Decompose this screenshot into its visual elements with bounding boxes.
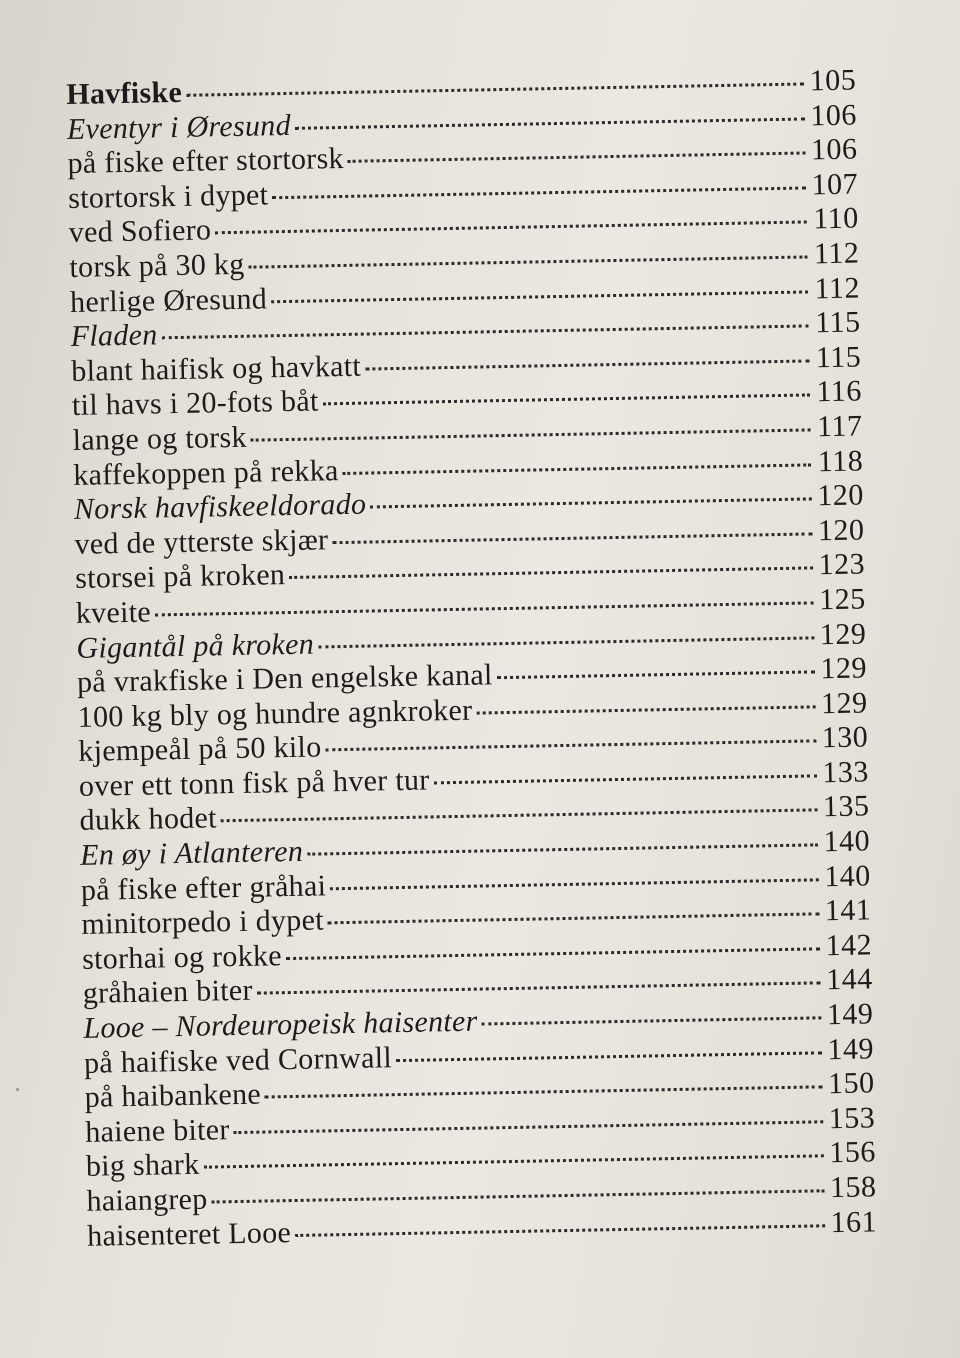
toc-dot-leader (212, 1189, 825, 1203)
toc-dot-leader (370, 498, 812, 509)
toc-entry-title: herlige Øresund (69, 281, 268, 319)
toc-entry-title: big shark (85, 1148, 200, 1184)
toc-entry-title: til havs i 20-fots båt (71, 384, 319, 423)
toc-entry-page-number: 140 (823, 859, 872, 893)
toc-entry-page-number: 161 (830, 1204, 878, 1239)
toc-entry-title: på haibankene (84, 1077, 262, 1115)
toc-entry-page-number: 153 (828, 1101, 876, 1136)
toc-dot-leader (286, 947, 820, 960)
toc-dot-leader (221, 809, 818, 823)
toc-entry-page-number: 140 (823, 824, 871, 859)
toc-entry-page-number: 129 (819, 616, 867, 651)
toc-dot-leader (330, 878, 819, 890)
toc-entry-page-number: 107 (811, 167, 859, 202)
toc-entry-title: haisenteret Looe (86, 1215, 292, 1253)
toc-dot-leader (248, 255, 807, 268)
toc-entry-title: En øy i Atlanteren (79, 834, 304, 872)
toc-entry-title: lange og torsk (72, 420, 248, 457)
toc-entry-title: kaffekoppen på rekka (72, 453, 339, 492)
toc-entry-page-number: 106 (810, 132, 858, 167)
toc-dot-leader (323, 394, 810, 406)
toc-entry-page-number: 129 (820, 651, 868, 686)
toc-entry-page-number: 115 (815, 340, 862, 375)
toc-dot-leader (348, 152, 806, 163)
toc-entry-page-number: 116 (816, 374, 863, 409)
toc-entry-page-number: 141 (824, 893, 872, 928)
toc-entry-title: storhai og rokke (81, 939, 283, 976)
toc-entry-page-number: 130 (821, 720, 869, 755)
toc-entry-title: Havfiske (66, 75, 183, 111)
toc-entry-title: ved de ytterste skjær (74, 522, 329, 561)
toc-entry-title: haiene biter (85, 1112, 230, 1149)
toc-dot-leader (234, 1120, 824, 1134)
toc-entry-title: Norsk havfiskeeldorado (73, 487, 367, 527)
toc-dot-leader (497, 670, 815, 679)
toc-entry-page-number: 158 (829, 1170, 877, 1205)
toc-dot-leader (272, 186, 806, 199)
toc-dot-leader (476, 705, 815, 714)
toc-entry-page-number: 120 (817, 513, 865, 548)
toc-entry-page-number: 129 (820, 686, 868, 720)
toc-entry-title: på fiske efter gråhai (80, 869, 327, 907)
toc-entry-page-number: 110 (813, 201, 860, 236)
toc-entry-title: torsk på 30 kg (69, 247, 245, 284)
toc-entry-title: Gigantål på kroken (76, 627, 315, 665)
toc-entry-page-number: 149 (826, 997, 874, 1032)
toc-entry-title: gråhaien biter (82, 974, 254, 1011)
toc-dot-leader (295, 1224, 825, 1237)
toc-entry-page-number: 115 (814, 305, 861, 340)
toc-entry-title: ved Sofiero (68, 213, 212, 250)
toc-dot-leader (332, 532, 812, 544)
toc-dot-leader (162, 325, 809, 340)
toc-entry-title: Eventyr i Øresund (66, 108, 292, 146)
toc-dot-leader (307, 843, 818, 855)
toc-entry-page-number: 105 (809, 63, 857, 98)
toc-entry-page-number: 118 (817, 443, 864, 478)
toc-entry-title: kjempeål på 50 kilo (78, 730, 322, 769)
toc-entry-page-number: 133 (822, 755, 870, 790)
toc-entry-page-number: 125 (818, 582, 866, 617)
toc-dot-leader (203, 1155, 823, 1169)
toc-entry-page-number: 149 (827, 1031, 875, 1066)
toc-entry-title: Looe – Nordeuropeisk haisenter (83, 1004, 478, 1045)
paper-speck (16, 1088, 19, 1091)
toc-dot-leader (396, 1051, 822, 1062)
toc-entry-page-number: 123 (818, 547, 866, 582)
toc-entry-page-number: 106 (810, 98, 858, 132)
toc-entry-page-number: 135 (822, 789, 870, 824)
toc-entry-page-number: 142 (825, 928, 873, 963)
toc-entry-title: minitorpedo i dypet (81, 903, 325, 942)
toc-entry-page-number: 112 (813, 236, 860, 271)
toc-entry-page-number: 156 (829, 1135, 877, 1170)
toc-dot-leader (271, 290, 808, 303)
toc-entry-title: blant haifisk og havkatt (71, 349, 362, 388)
toc-entry-page-number: 117 (816, 409, 863, 444)
table-of-contents (66, 64, 877, 1254)
toc-dot-leader (343, 463, 812, 475)
toc-entry-title: haiangrep (86, 1182, 208, 1218)
toc-dot-leader (289, 567, 813, 580)
toc-dot-leader (265, 1086, 823, 1099)
toc-dot-leader (257, 982, 821, 995)
toc-entry-page-number: 144 (825, 962, 873, 997)
toc-entry-title: dukk hodet (79, 801, 218, 838)
toc-entry-title: på haifiske ved Cornwall (83, 1040, 393, 1080)
toc-entry-title: på fiske efter stortorsk (67, 142, 345, 181)
toc-dot-leader (251, 428, 811, 441)
toc-entry-title: kveite (75, 595, 152, 630)
toc-dot-leader (325, 740, 816, 752)
toc-entry-title: over ett tonn fisk på hver tur (78, 763, 430, 803)
toc-entry-page-number: 150 (827, 1066, 875, 1101)
toc-dot-leader (318, 636, 814, 648)
toc-entry-title: storsei på kroken (74, 558, 286, 596)
toc-entry-page-number: 112 (814, 271, 861, 305)
toc-dot-leader (295, 117, 805, 129)
toc-dot-leader (186, 82, 804, 96)
toc-dot-leader (482, 1016, 822, 1025)
toc-dot-leader (365, 359, 809, 370)
toc-dot-leader (155, 601, 814, 616)
toc-entry-page-number: 120 (816, 478, 865, 513)
toc-entry-title: stortorsk i dypet (67, 178, 269, 215)
toc-dot-leader (215, 221, 807, 235)
toc-entry-title: Fladen (70, 318, 158, 354)
toc-dot-leader (328, 913, 820, 925)
toc-entry-title: 100 kg bly og hundre agnkroker (77, 693, 473, 734)
toc-dot-leader (434, 774, 817, 784)
toc-entry-title: på vrakfiske i Den engelske kanal (76, 658, 493, 699)
